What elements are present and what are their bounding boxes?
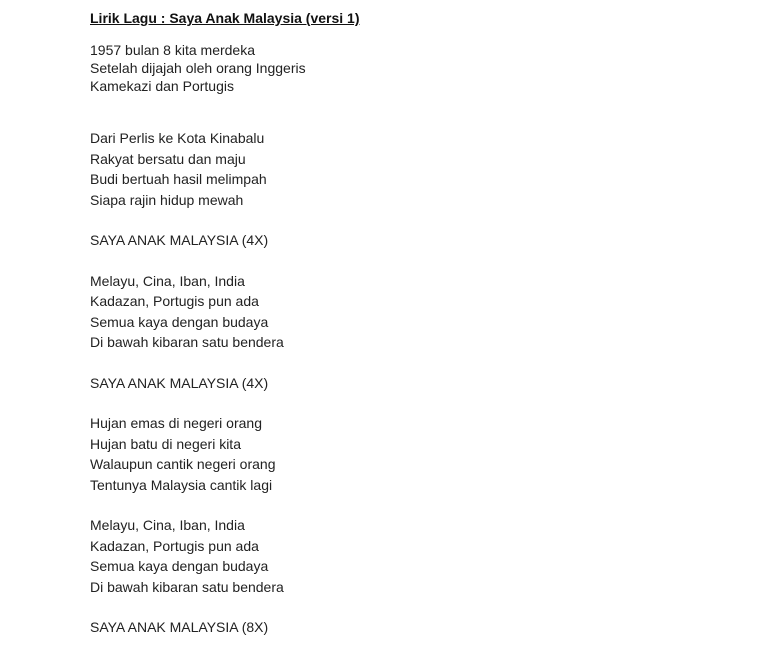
chorus [90,617,750,638]
lyric-line: Walaupun cantik negeri orang [90,456,276,472]
stanza [90,515,750,597]
lyric-line: Di bawah kibaran satu bendera [90,578,284,595]
chorus-line: SAYA ANAK MALAYSIA (4X) [90,374,269,391]
lyric-line: Melayu, Cina, Iban, India [90,272,245,289]
lyric-line: Di bawah kibaran satu bendera [90,334,284,350]
lyric-line: Hujan batu di negeri kita [90,435,241,452]
lyric-line: Melayu, Cina, Iban, India [90,517,245,533]
lyric-line: Setelah dijajah oleh orang Inggeris [90,60,306,76]
stanza [90,128,750,210]
lyric-line: Tentunya Malaysia cantik lagi [90,476,273,493]
chorus [90,373,750,394]
stanza [90,413,750,495]
document-title: Lirik Lagu : Saya Anak Malaysia (versi 1) [90,10,360,26]
lyrics-document [90,9,750,658]
lyric-line: Kadazan, Portugis pun ada [90,537,259,554]
chorus-line: SAYA ANAK MALAYSIA (8X) [90,619,269,635]
stanza [90,271,750,353]
lyric-line: Siapa rajin hidup mewah [90,191,244,208]
lyric-line: Kadazan, Portugis pun ada [90,293,259,309]
lyric-line: Kamekazi dan Portugis [90,78,234,94]
lyric-line: Hujan emas di negeri orang [90,415,262,431]
stanza [90,41,750,95]
lyric-line: Budi bertuah hasil melimpah [90,171,267,187]
lyric-line: Semua kaya dengan budaya [90,313,269,330]
lyric-line: Semua kaya dengan budaya [90,558,269,574]
chorus [90,230,750,251]
lyric-line: Rakyat bersatu dan maju [90,150,246,167]
lyric-line: 1957 bulan 8 kita merdeka [90,42,255,58]
chorus-line: SAYA ANAK MALAYSIA (4X) [90,232,269,248]
lyric-line: Dari Perlis ke Kota Kinabalu [90,130,265,146]
